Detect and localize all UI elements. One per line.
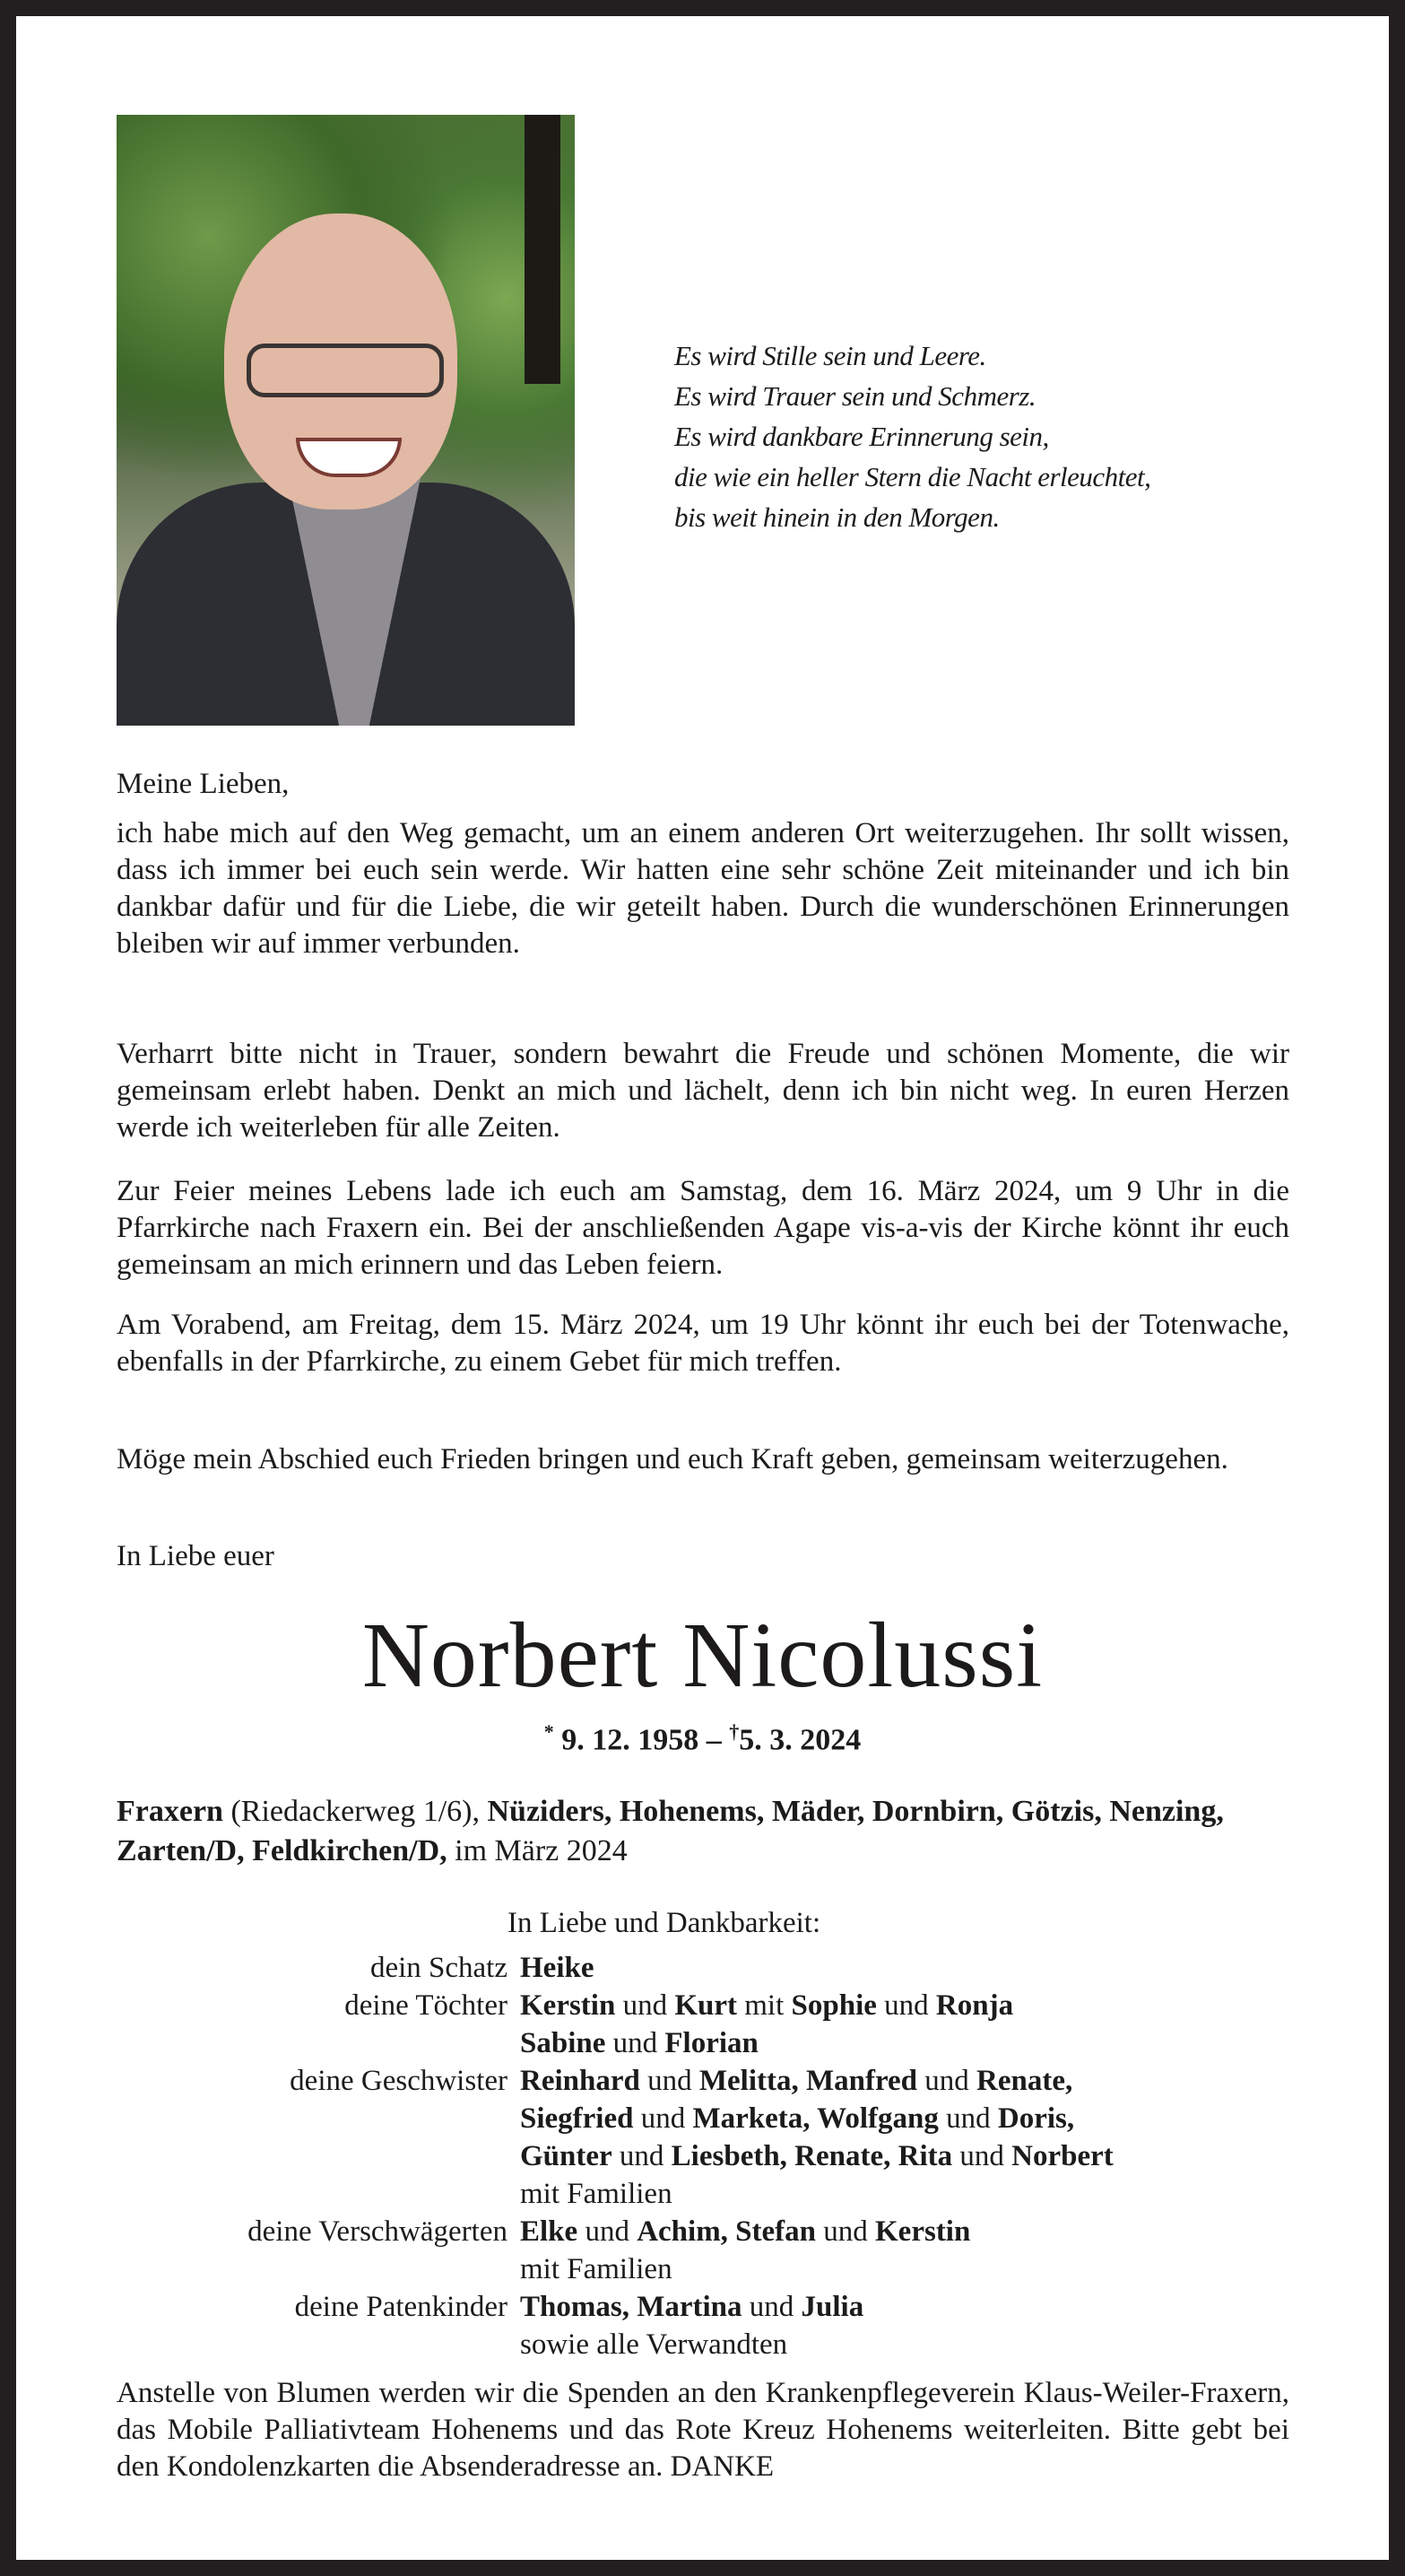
poem-line: Es wird dankbare Erinnerung sein, (674, 421, 1049, 452)
family-name: Norbert (1011, 2140, 1114, 2172)
connector: und (611, 2140, 672, 2172)
place-date: im März 2024 (447, 1834, 628, 1867)
paragraph: Möge mein Abschied euch Frieden bringen und euch Kraft geben, gemeinsam weiterzugehen. (117, 1443, 1228, 1475)
family-name: Kerstin (520, 1989, 616, 2022)
family-row (117, 2250, 1300, 2288)
birth-symbol: * (543, 1720, 554, 1743)
family-name: Liesbeth, Renate, Rita (671, 2140, 953, 2172)
places (117, 1792, 1300, 1871)
birth-date: 9. 12. 1958 (561, 1723, 699, 1757)
connector: und (917, 2065, 977, 2097)
family-name: Achim, Stefan (637, 2215, 817, 2248)
family-name: Melitta, Manfred (698, 2065, 918, 2097)
family-name: Thomas, Martina (520, 2291, 742, 2323)
greeting: Meine Lieben, (117, 768, 290, 800)
obituary-page (16, 16, 1389, 2560)
family-name: Florian (664, 2027, 759, 2059)
connector: und (615, 1989, 675, 2022)
poem-line: Es wird Trauer sein und Schmerz. (674, 380, 1036, 412)
connector: und (742, 2291, 802, 2323)
family-row (117, 1949, 1300, 1987)
thanks-heading: In Liebe und Dankbarkeit: (507, 1907, 821, 1939)
connector: und (952, 2140, 1012, 2172)
family-name: Julia (801, 2291, 864, 2323)
connector: und (639, 2065, 699, 2097)
family-list (117, 1949, 1300, 2363)
family-row (117, 2326, 1300, 2363)
family-name: Doris, (997, 2102, 1075, 2135)
relation-label: deine Töchter (344, 1989, 507, 2022)
family-row (117, 2100, 1300, 2137)
family-name: Marketa, Wolfgang (692, 2102, 939, 2135)
paragraph: Zur Feier meines Lebens lade ich euch am Samstag, dem 16. März 2024, um 9 Uhr in die Pfarrkirche nach Fraxern ein. Bei der anschließenden Agape vis-a-vis der Kirche könnt ihr euch gemeinsam an mich erinnern und das Leben feiern. (117, 1175, 1289, 1281)
life-dates (16, 1720, 1389, 1757)
relatives: sowie alle Verwandten (520, 2328, 788, 2361)
family-row (117, 2288, 1300, 2326)
family-name: Sophie (791, 1989, 877, 2022)
family-name: Kurt (674, 1989, 737, 2022)
connector: und (577, 2215, 637, 2248)
connector: mit (737, 1989, 792, 2022)
photo-glasses (247, 344, 444, 397)
family-row (117, 2175, 1300, 2213)
death-date: 5. 3. 2024 (739, 1723, 862, 1757)
relation-label: deine Geschwister (290, 2065, 507, 2097)
family-name: Renate, (976, 2065, 1073, 2097)
places-list: Nüziders, Hohenems, Mäder, Dornbirn, Götzis, Nenzing, Zarten/D, Feldkirchen/D, (117, 1795, 1224, 1867)
family-name: Sabine (520, 2027, 606, 2059)
family-name: Ronja (935, 1989, 1014, 2022)
family-name: Siegfried (520, 2102, 634, 2135)
poem-line: bis weit hinein in den Morgen. (674, 501, 1000, 533)
relation-label: deine Patenkinder (294, 2291, 507, 2323)
family-row (117, 2062, 1300, 2100)
tree-trunk (525, 115, 560, 384)
paragraph: Am Vorabend, am Freitag, dem 15. März 2024, um 19 Uhr könnt ihr euch bei der Totenwache, ebenfalls in der Pfarrkirche, zu einem Gebet für mich treffen. (117, 1309, 1289, 1378)
family-name: Kerstin (875, 2215, 971, 2248)
paragraph: ich habe mich auf den Weg gemacht, um an einem anderen Ort weiterzugehen. Ihr sollt wissen, dass ich immer bei euch sein werde. Wir hatten eine sehr schöne Zeit miteinander und ich bin dankbar dafür und für die Liebe, die wir geteilt haben. Durch die wunderschönen Erinnerungen bleiben wir auf immer verbunden. (117, 817, 1289, 960)
family-name: Elke (520, 2215, 578, 2248)
relation-label: deine Verschwägerten (247, 2215, 507, 2248)
family-name: Reinhard (520, 2065, 640, 2097)
family-row (117, 2137, 1300, 2175)
place-main: Fraxern (117, 1795, 223, 1828)
address: (Riedackerweg 1/6), (222, 1795, 488, 1828)
connector: und (876, 1989, 936, 2022)
family-row (117, 2213, 1300, 2250)
connector: und (816, 2215, 876, 2248)
deceased-name: Norbert Nicolussi (361, 1604, 1044, 1707)
family-name: Günter (520, 2140, 612, 2172)
poem-line: Es wird Stille sein und Leere. (674, 340, 986, 371)
paragraph: Verharrt bitte nicht in Trauer, sondern bewahrt die Freude und schönen Momente, die wir gemeinsam erlebt haben. Denkt an mich und lächelt, denn ich bin nicht weg. In euren Herzen werde ich weiterleben für alle Zeiten. (117, 1038, 1289, 1144)
family-row (117, 1987, 1300, 2024)
poem (674, 335, 1150, 537)
portrait-photo (117, 115, 575, 726)
relation-label: dein Schatz (369, 1952, 507, 1984)
connector: und (938, 2102, 998, 2135)
family-name: Heike (520, 1952, 594, 1984)
date-separator: – (706, 1723, 722, 1757)
signoff: In Liebe euer (117, 1540, 274, 1572)
connector: und (633, 2102, 693, 2135)
family-row (117, 2024, 1300, 2062)
donation-note: Anstelle von Blumen werden wir die Spenden an den Krankenpflegeverein Klaus-Weiler-Fraxern, das Mobile Palliativteam Hohenems und das Rote Kreuz Hohenems weiterleiten. Bitte gebt bei den Kondolenzkarten die Absenderadresse an. DANKE (117, 2377, 1289, 2483)
with-families: mit Familien (520, 2178, 672, 2210)
with-families: mit Familien (520, 2253, 672, 2285)
death-symbol: † (729, 1720, 740, 1743)
connector: und (605, 2027, 665, 2059)
poem-line: die wie ein heller Stern die Nacht erleuchtet, (674, 461, 1151, 492)
